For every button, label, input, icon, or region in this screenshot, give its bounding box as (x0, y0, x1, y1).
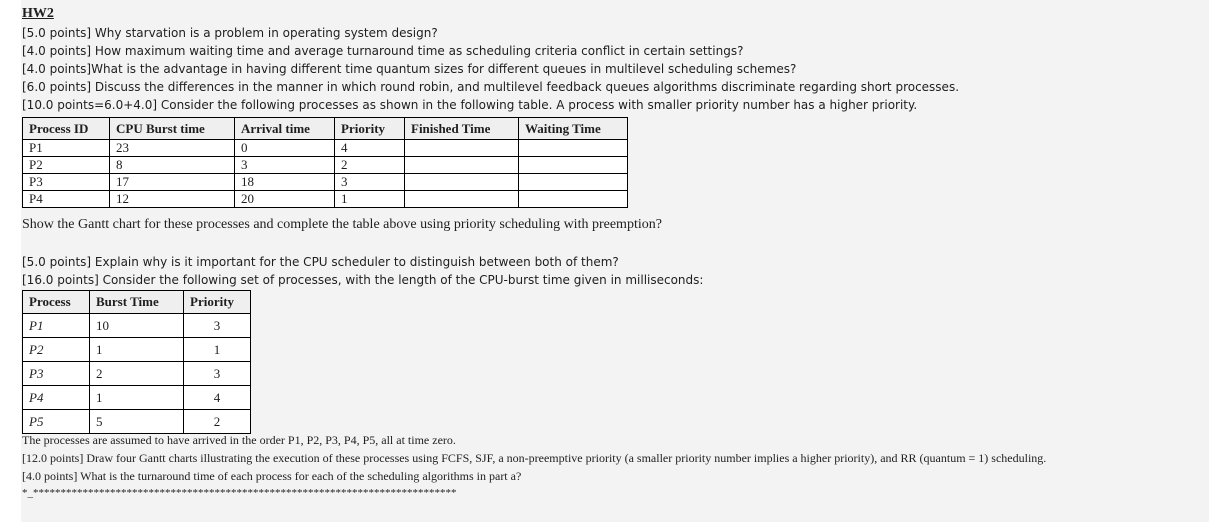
cell: 3 (184, 362, 251, 386)
cell: 4 (184, 386, 251, 410)
cell (519, 191, 628, 208)
cell: 10 (90, 314, 184, 338)
cell (405, 157, 519, 174)
cell: P3 (23, 362, 90, 386)
header-finished-time: Finished Time (405, 118, 519, 140)
question-four-gantt-charts: [12.0 points] Draw four Gantt charts illustrating the execution of these processes using FCFS, SJF, a non-preemptive priority (a smaller priority number implies a higher priority), and RR (quantum = 1) scheduling. (22, 451, 1047, 465)
header-process-id: Process ID (23, 118, 110, 140)
cell: 17 (110, 174, 235, 191)
table-row (23, 140, 628, 157)
cell: P1 (23, 314, 90, 338)
cell: P3 (23, 174, 110, 191)
question-starvation: [5.0 points] Why starvation is a problem in operating system design? (22, 26, 438, 40)
question-time-quantum: [4.0 points]What is the advantage in having different time quantum sizes for different queues in multilevel scheduling schemes? (22, 62, 797, 76)
cell (519, 157, 628, 174)
table-header-row (23, 118, 628, 140)
cell: 1 (90, 338, 184, 362)
question-turnaround-time: [4.0 points] What is the turnaround time of each process for each of the scheduling algorithms in part a? (22, 469, 522, 483)
cell: 5 (90, 410, 184, 434)
table-row (23, 362, 251, 386)
question-waiting-turnaround: [4.0 points] How maximum waiting time and average turnaround time as scheduling criteria conflict in certain settings? (22, 44, 744, 58)
process-table (22, 117, 628, 208)
cell: 18 (235, 174, 335, 191)
header-arrival-time: Arrival time (235, 118, 335, 140)
header-burst-time: Burst Time (90, 291, 184, 314)
cell: 2 (90, 362, 184, 386)
cell: 12 (110, 191, 235, 208)
cell: 4 (335, 140, 405, 157)
table-row (23, 191, 628, 208)
cell: 2 (335, 157, 405, 174)
cell: 3 (184, 314, 251, 338)
cell: 1 (90, 386, 184, 410)
header-priority: Priority (335, 118, 405, 140)
table-header-row (23, 291, 251, 314)
cell: P4 (23, 191, 110, 208)
cell: 1 (335, 191, 405, 208)
cell: 3 (235, 157, 335, 174)
cell: 23 (110, 140, 235, 157)
separator-asterisks: *_***************************************************************************** (22, 487, 457, 499)
cell: P4 (23, 386, 90, 410)
question-priority-processes: [10.0 points=6.0+4.0] Consider the following processes as shown in the following table. A process with smaller priority number has a higher priority. (22, 98, 918, 112)
table-row (23, 174, 628, 191)
document-title: HW2 (22, 6, 54, 21)
table-row (23, 314, 251, 338)
cell: 8 (110, 157, 235, 174)
cell: P2 (23, 157, 110, 174)
table-row (23, 157, 628, 174)
table-row (23, 386, 251, 410)
cell: P2 (23, 338, 90, 362)
cell: 20 (235, 191, 335, 208)
header-cpu-burst: CPU Burst time (110, 118, 235, 140)
cell: 0 (235, 140, 335, 157)
question-burst-processes: [16.0 points] Consider the following set of processes, with the length of the CPU-burst time given in milliseconds: (22, 273, 704, 287)
header-priority: Priority (184, 291, 251, 314)
burst-table (22, 290, 251, 434)
cell (519, 174, 628, 191)
question-cpu-scheduler: [5.0 points] Explain why is it important for the CPU scheduler to distinguish between both of them? (22, 255, 619, 269)
cell: 2 (184, 410, 251, 434)
header-waiting-time: Waiting Time (519, 118, 628, 140)
cell: P5 (23, 410, 90, 434)
cell: 1 (184, 338, 251, 362)
table-row (23, 338, 251, 362)
header-process: Process (23, 291, 90, 314)
cell (405, 191, 519, 208)
cell: 3 (335, 174, 405, 191)
cell (405, 140, 519, 157)
question-gantt-chart: Show the Gantt chart for these processes and complete the table above using priority scheduling with preemption? (22, 217, 662, 232)
question-round-robin: [6.0 points] Discuss the differences in the manner in which round robin, and multilevel feedback queues algorithms discriminate regarding short processes. (22, 80, 960, 94)
cell (519, 140, 628, 157)
table-row (23, 410, 251, 434)
cell (405, 174, 519, 191)
footer-arrival-note: The processes are assumed to have arrived in the order P1, P2, P3, P4, P5, all at time zero. (22, 433, 456, 447)
cell: P1 (23, 140, 110, 157)
